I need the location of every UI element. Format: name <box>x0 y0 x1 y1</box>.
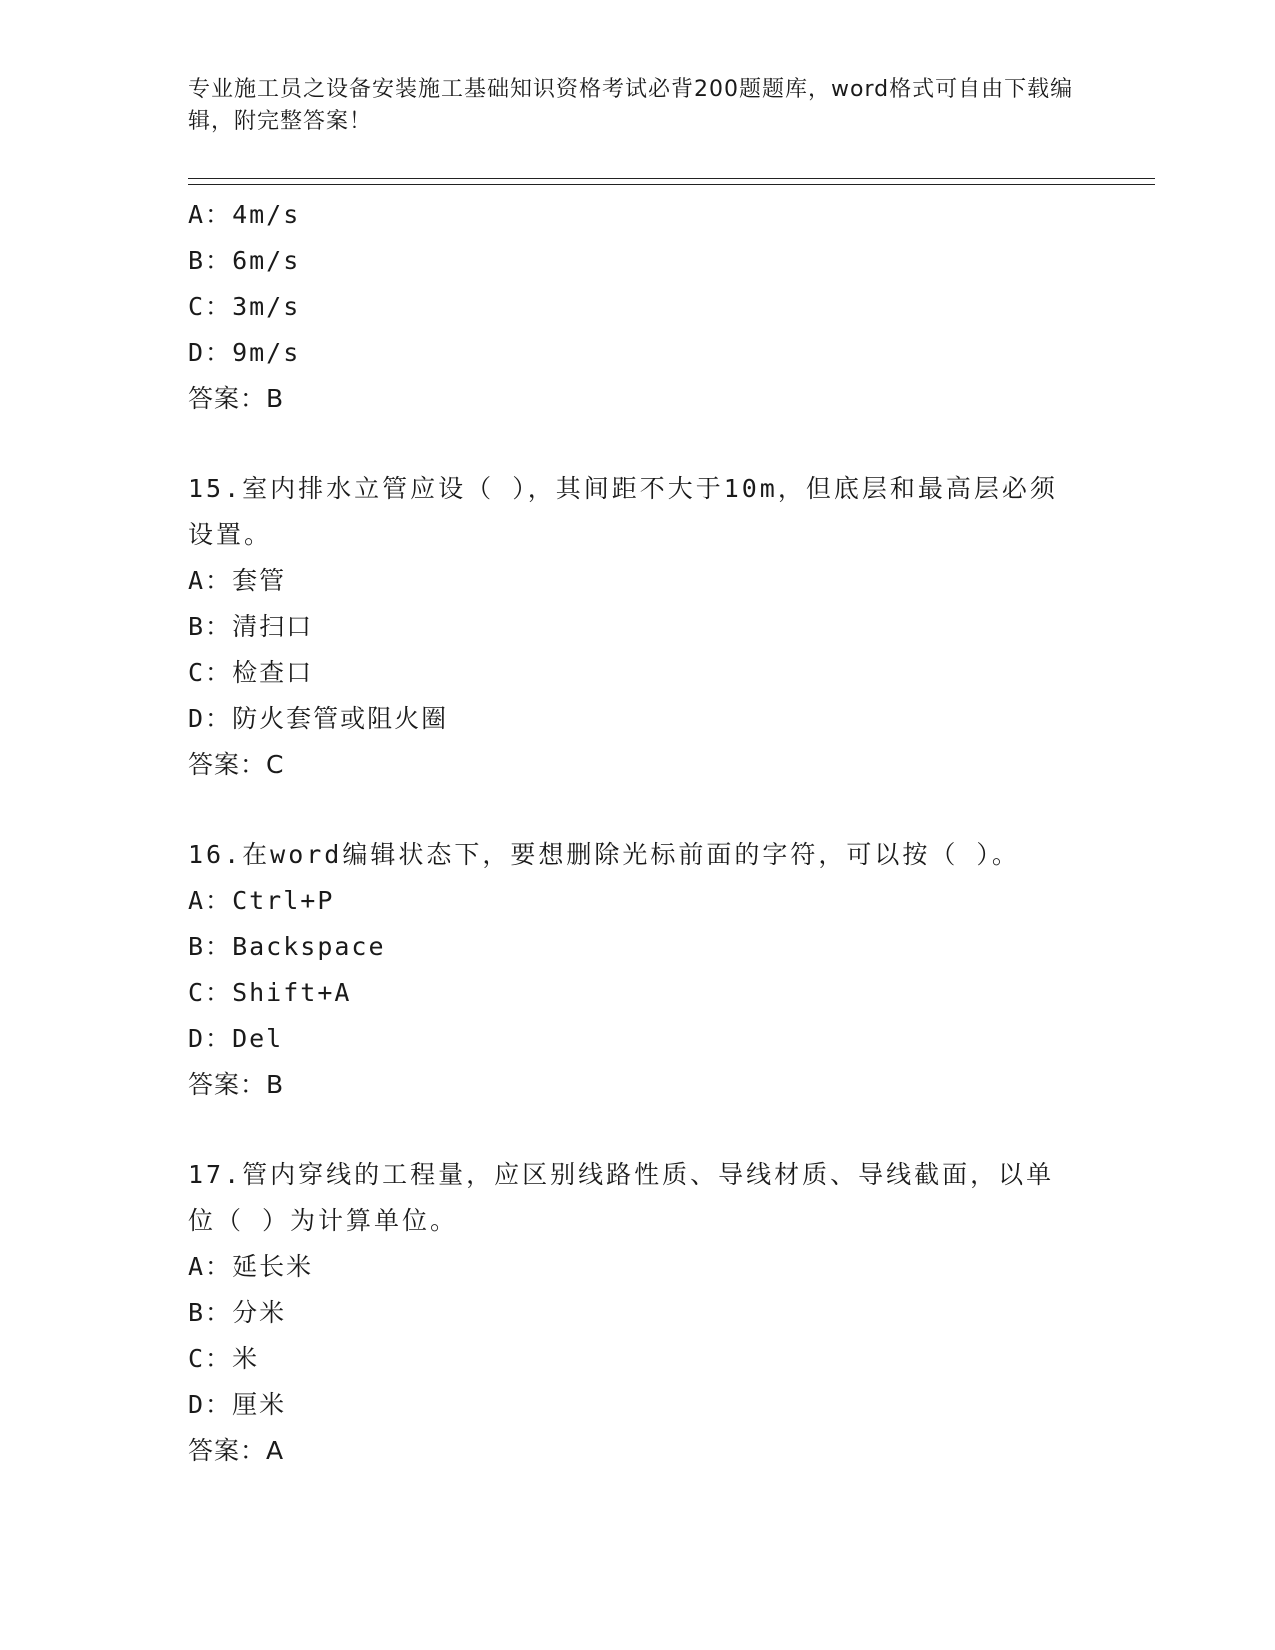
option-c: C：3m/s <box>188 292 301 321</box>
spacer <box>188 1108 1088 1152</box>
answer-line: 答案：A <box>188 1436 285 1465</box>
option-c: C：检查口 <box>188 658 314 687</box>
question-15 <box>188 466 1088 788</box>
question-text: 15.室内排水立管应设（ ），其间距不大于10m，但底层和最高层必须设置。 <box>188 474 1058 549</box>
option-b: B：清扫口 <box>188 612 314 641</box>
question-text: 16.在word编辑状态下，要想删除光标前面的字符，可以按（ ）。 <box>188 840 1020 869</box>
option-a: A：延长米 <box>188 1252 314 1281</box>
option-a: A：套管 <box>188 566 287 595</box>
answer-line: 答案：B <box>188 1070 285 1099</box>
option-d: D：Del <box>188 1024 284 1053</box>
spacer <box>188 422 1088 466</box>
document-header: 专业施工员之设备安装施工基础知识资格考试必背200题题库，word格式可自由下载编辑，附完整答案！ <box>188 77 1074 134</box>
option-c: C：米 <box>188 1344 260 1373</box>
option-b: B：Backspace <box>188 932 386 961</box>
option-d: D：厘米 <box>188 1390 287 1419</box>
option-b: B：6m/s <box>188 246 301 275</box>
option-b: B：分米 <box>188 1298 287 1327</box>
option-c: C：Shift+A <box>188 978 352 1007</box>
answer-line: 答案：C <box>188 750 285 779</box>
option-d: D：防火套管或阻火圈 <box>188 704 449 733</box>
question-16 <box>188 832 1088 1108</box>
question-list <box>188 192 1088 1474</box>
option-a: A：4m/s <box>188 200 301 229</box>
header-divider <box>188 178 1155 185</box>
partial-question <box>188 192 1088 422</box>
spacer <box>188 788 1088 832</box>
answer-line: 答案：B <box>188 384 285 413</box>
option-a: A：Ctrl+P <box>188 886 335 915</box>
question-17 <box>188 1152 1088 1474</box>
option-d: D：9m/s <box>188 338 301 367</box>
question-text: 17.管内穿线的工程量，应区别线路性质、导线材质、导线截面，以单位（ ）为计算单位。 <box>188 1160 1055 1235</box>
